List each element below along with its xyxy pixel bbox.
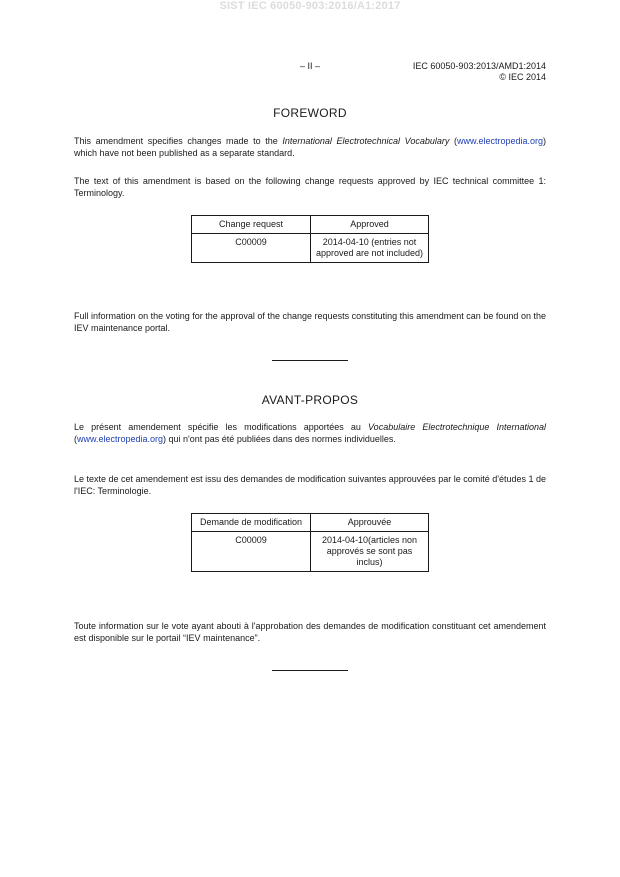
italic-title: Vocabulaire Electrotechnique International — [368, 422, 547, 432]
foreword-paragraph-2: The text of this amendment is based on the following change requests approved by IEC technical committee 1: Terminology. — [74, 176, 546, 198]
table-header-row — [192, 216, 429, 234]
doc-id: IEC 60050-903:2013/AMD1:2014 — [412, 61, 546, 71]
change-request-table — [191, 215, 429, 263]
electropedia-link[interactable]: www.electropedia.org — [77, 433, 164, 444]
table-cell: 2014-04-10 (entries not approved are not included) — [311, 234, 429, 263]
page-number: – II – — [299, 61, 320, 71]
column-header: Change request — [192, 216, 311, 234]
text: ( — [449, 136, 457, 146]
separator-rule — [272, 670, 348, 671]
avant-propos-title: AVANT-PROPOS — [261, 393, 359, 407]
demande-modification-table — [191, 513, 429, 572]
text: ) qui n'ont pas été publiées dans des normes individuelles. — [163, 433, 396, 444]
text: ( — [74, 433, 77, 444]
text: This amendment specifies changes made to the — [74, 136, 283, 146]
table-row — [192, 532, 429, 572]
text: ) which have not been published as a separate standard. — [74, 136, 547, 158]
table-cell: 2014-04-10(articles non approvés se sont pas inclus) — [311, 532, 429, 572]
avant-propos-paragraph-3: Toute information sur le vote ayant abouti à l'approbation des demandes de modification constituant cet amendement est disponible sur le portail “IEV maintenance”. — [74, 621, 546, 643]
text: Le présent amendement spécifie les modifications apportées au — [74, 422, 369, 432]
column-header: Approved — [311, 216, 429, 234]
foreword-paragraph-1 — [74, 136, 546, 159]
electropedia-link[interactable]: www.electropedia.org — [456, 136, 544, 146]
separator-rule — [272, 360, 348, 361]
table-row — [192, 234, 429, 263]
column-header: Approuvée — [311, 514, 429, 532]
table-cell: C00009 — [192, 234, 311, 263]
foreword-paragraph-3: Full information on the voting for the approval of the change requests constituting this amendment can be found on the IEV maintenance portal. — [74, 311, 546, 333]
copyright: © IEC 2014 — [499, 72, 546, 82]
avant-propos-paragraph-1 — [74, 422, 546, 445]
avant-propos-paragraph-2: Le texte de cet amendement est issu des demandes de modification suivantes approuvées par le comité d'études 1 de l'IEC: Terminologie. — [74, 474, 547, 496]
document-reference — [413, 61, 546, 83]
watermark: SIST IEC 60050-903:2016/A1:2017 — [219, 0, 401, 12]
foreword-title: FOREWORD — [273, 106, 347, 120]
table-cell: C00009 — [192, 532, 311, 572]
column-header: Demande de modification — [192, 514, 311, 532]
table-header-row — [192, 514, 429, 532]
italic-title: International Electrotechnical Vocabulary — [282, 136, 450, 146]
